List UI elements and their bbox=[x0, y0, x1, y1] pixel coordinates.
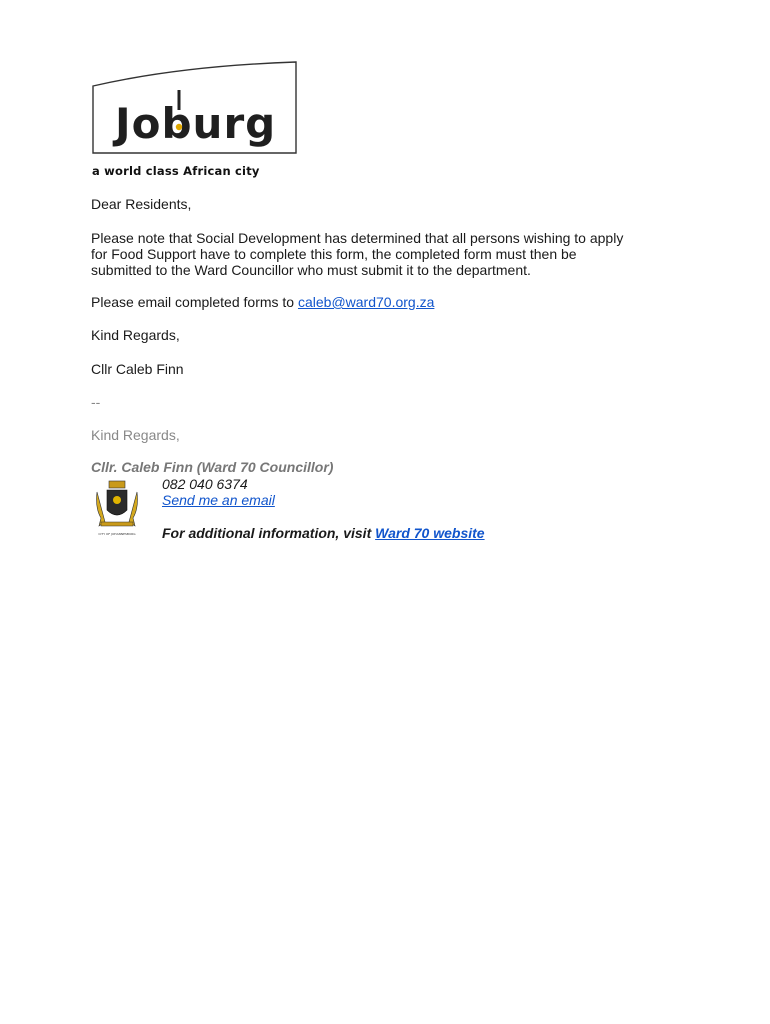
logo-tagline: a world class African city bbox=[92, 164, 260, 178]
logo-wordmark: Joburg bbox=[115, 99, 277, 148]
additional-info bbox=[162, 525, 485, 541]
email-instruction bbox=[91, 294, 434, 310]
signature-closing: Kind Regards, bbox=[91, 427, 180, 443]
signer-name: Cllr Caleb Finn bbox=[91, 361, 184, 377]
body-paragraph bbox=[91, 230, 701, 278]
email-link[interactable]: caleb@ward70.org.za bbox=[297, 294, 435, 310]
signature-phone: 082 040 6374 bbox=[162, 476, 248, 492]
city-crest-icon bbox=[91, 478, 143, 538]
additional-info-text: For additional information, visit bbox=[162, 525, 376, 541]
crest-caption: CITY OF JOHANNESBURG bbox=[98, 532, 136, 536]
joburg-logo bbox=[90, 60, 300, 182]
joburg-logo-mark bbox=[90, 60, 300, 160]
greeting: Dear Residents, bbox=[91, 196, 192, 212]
body-line: Please note that Social Development has determined that all persons wishing to apply bbox=[91, 230, 624, 246]
closing: Kind Regards, bbox=[91, 327, 180, 343]
ward-website-link[interactable]: Ward 70 website bbox=[375, 525, 485, 541]
signature-separator: -- bbox=[91, 394, 101, 410]
signature-title: Cllr. Caleb Finn (Ward 70 Councillor) bbox=[91, 459, 334, 475]
email-instruction-text: Please email completed forms to bbox=[91, 294, 298, 310]
send-email-link[interactable]: Send me an email bbox=[162, 492, 275, 508]
body-line: for Food Support have to complete this form, the completed form must then be bbox=[91, 246, 577, 262]
body-line: submitted to the Ward Councillor who must submit it to the department. bbox=[91, 262, 531, 278]
